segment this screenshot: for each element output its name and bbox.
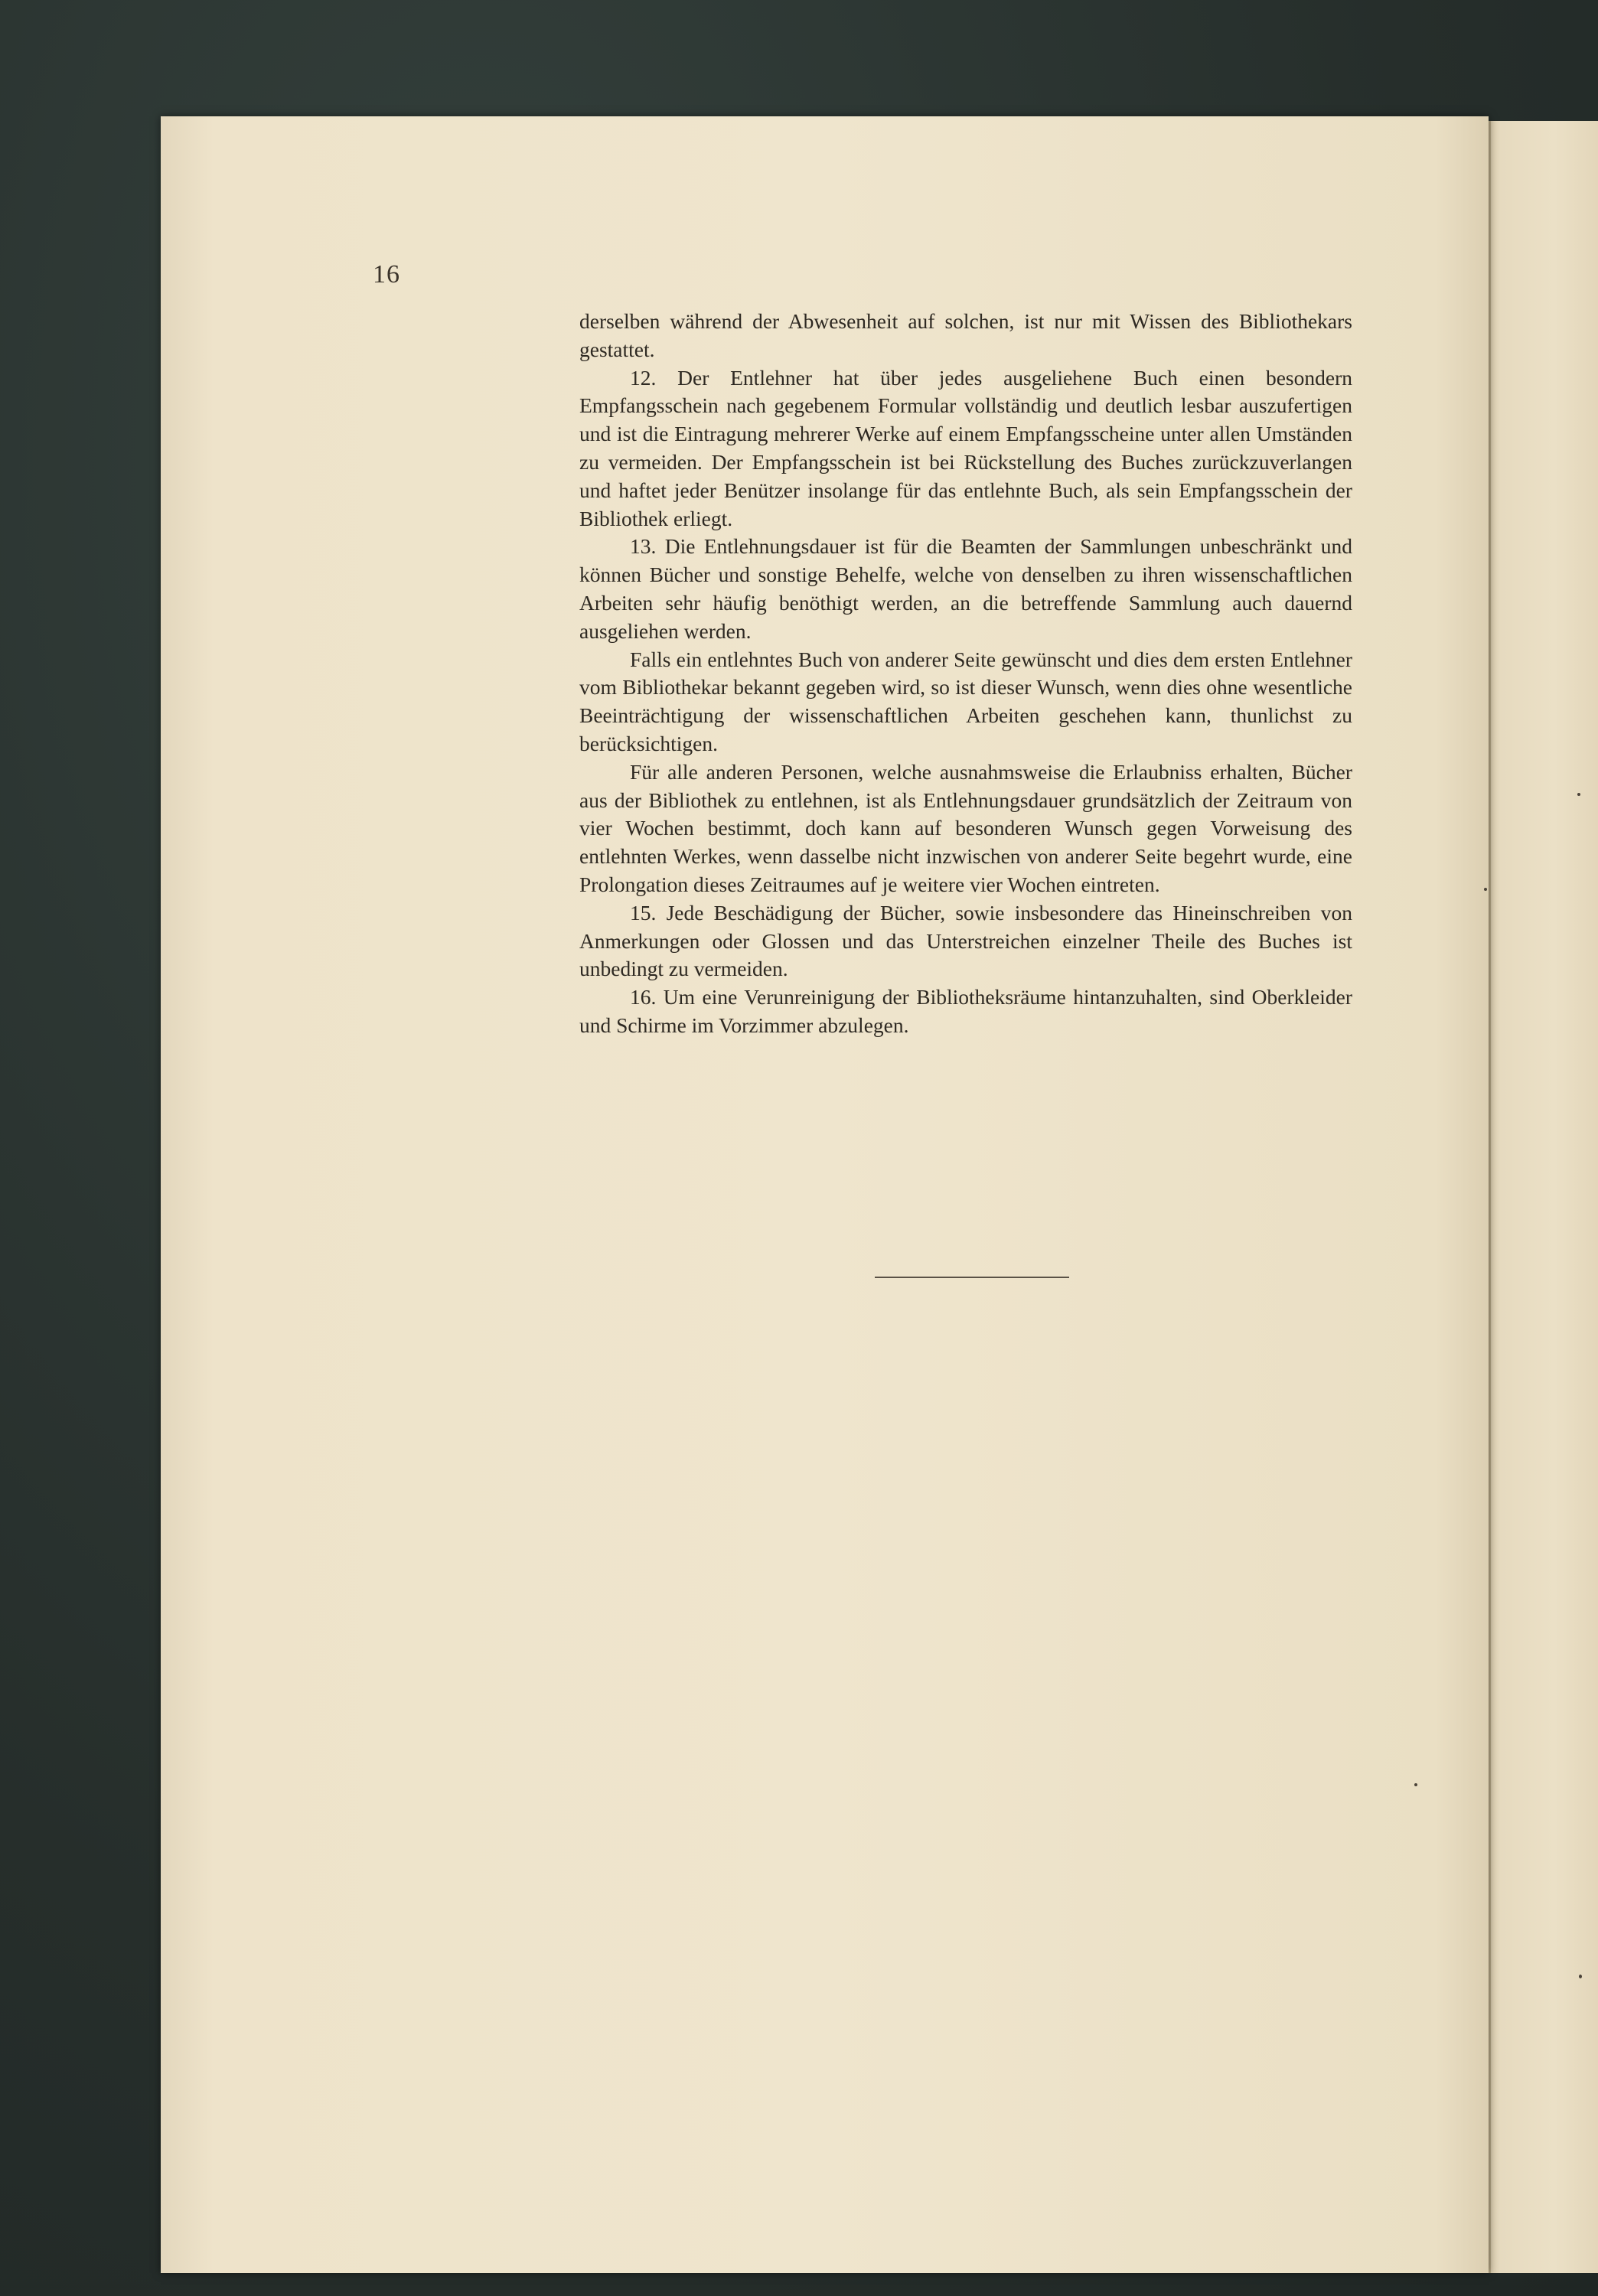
paragraph-rule-13-falls: Falls ein entlehntes Buch von anderer Seite gewünscht und dies dem ersten Entlehner vom Bibliothekar bekannt gegeben wird, so ist dieser Wunsch, wenn dies ohne wesentliche Beeinträchtigung der wissenschaftlichen Arbeiten geschehen kann, thunlichst zu berücksichtigen. [579, 647, 1352, 755]
end-rule-divider [875, 1277, 1069, 1278]
paragraph-rule-13: 13. Die Entlehnungsdauer ist für die Beamten der Sammlungen unbeschränkt und können Bücher und sonstige Behelfe, welche von denselben zu ihren wissenschaftlichen Arbeiten sehr häufig benöthigt werden, an die betreffende Sammlung auch dauernd ausgeliehen werden. [579, 534, 1352, 643]
paper-speck [1414, 1783, 1417, 1786]
paper-speck [1484, 888, 1487, 891]
body-text [579, 308, 1352, 1040]
paper-speck [1579, 1975, 1582, 1978]
page-gutter-line [1489, 121, 1491, 2273]
paragraph-rule-12: 12. Der Entlehner hat über jedes ausgeliehene Buch einen besondern Empfangsschein nach gegebenem Formular vollständig und deutlich lesbar auszufertigen und ist die Eintragung mehrerer Werke auf einem Empfangsscheine unter allen Umständen zu vermeiden. Der Empfangsschein ist bei Rückstellung des Buches zurückzuverlangen und haftet jeder Benützer insolange für das entlehnte Buch, als sein Empfangsschein der Bibliothek erliegt. [579, 365, 1352, 530]
paragraph-rule-15: 15. Jede Beschädigung der Bücher, sowie insbesondere das Hineinschreiben von Anmerkungen oder Glossen und das Unterstreichen einzelner Theile des Buches ist unbedingt zu vermeiden. [579, 900, 1352, 981]
paragraph-continuation: derselben während der Abwesenheit auf solchen, ist nur mit Wissen des Bibliothekars gestattet. [579, 309, 1352, 361]
next-page-edge [1489, 121, 1598, 2273]
paper-speck [1577, 793, 1580, 796]
paragraph-rule-13-persons: Für alle anderen Personen, welche ausnahmsweise die Erlaubniss erhalten, Bücher aus der Bibliothek zu entlehnen, ist als Entlehnungsdauer grundsätzlich der Zeitraum von vier Wochen bestimmt, doch kann auf besonderen Wunsch gegen Vorweisung des entlehnten Werkes, wenn dasselbe nicht inzwischen von anderer Seite begehrt wurde, eine Prolongation dieses Zeitraumes auf je weitere vier Wochen eintreten. [579, 759, 1352, 896]
paragraph-rule-16: 16. Um eine Verunreinigung der Bibliotheksräume hintanzuhalten, sind Oberkleider und Schirme im Vorzimmer abzulegen. [579, 985, 1352, 1037]
page-number: 16 [373, 260, 400, 289]
